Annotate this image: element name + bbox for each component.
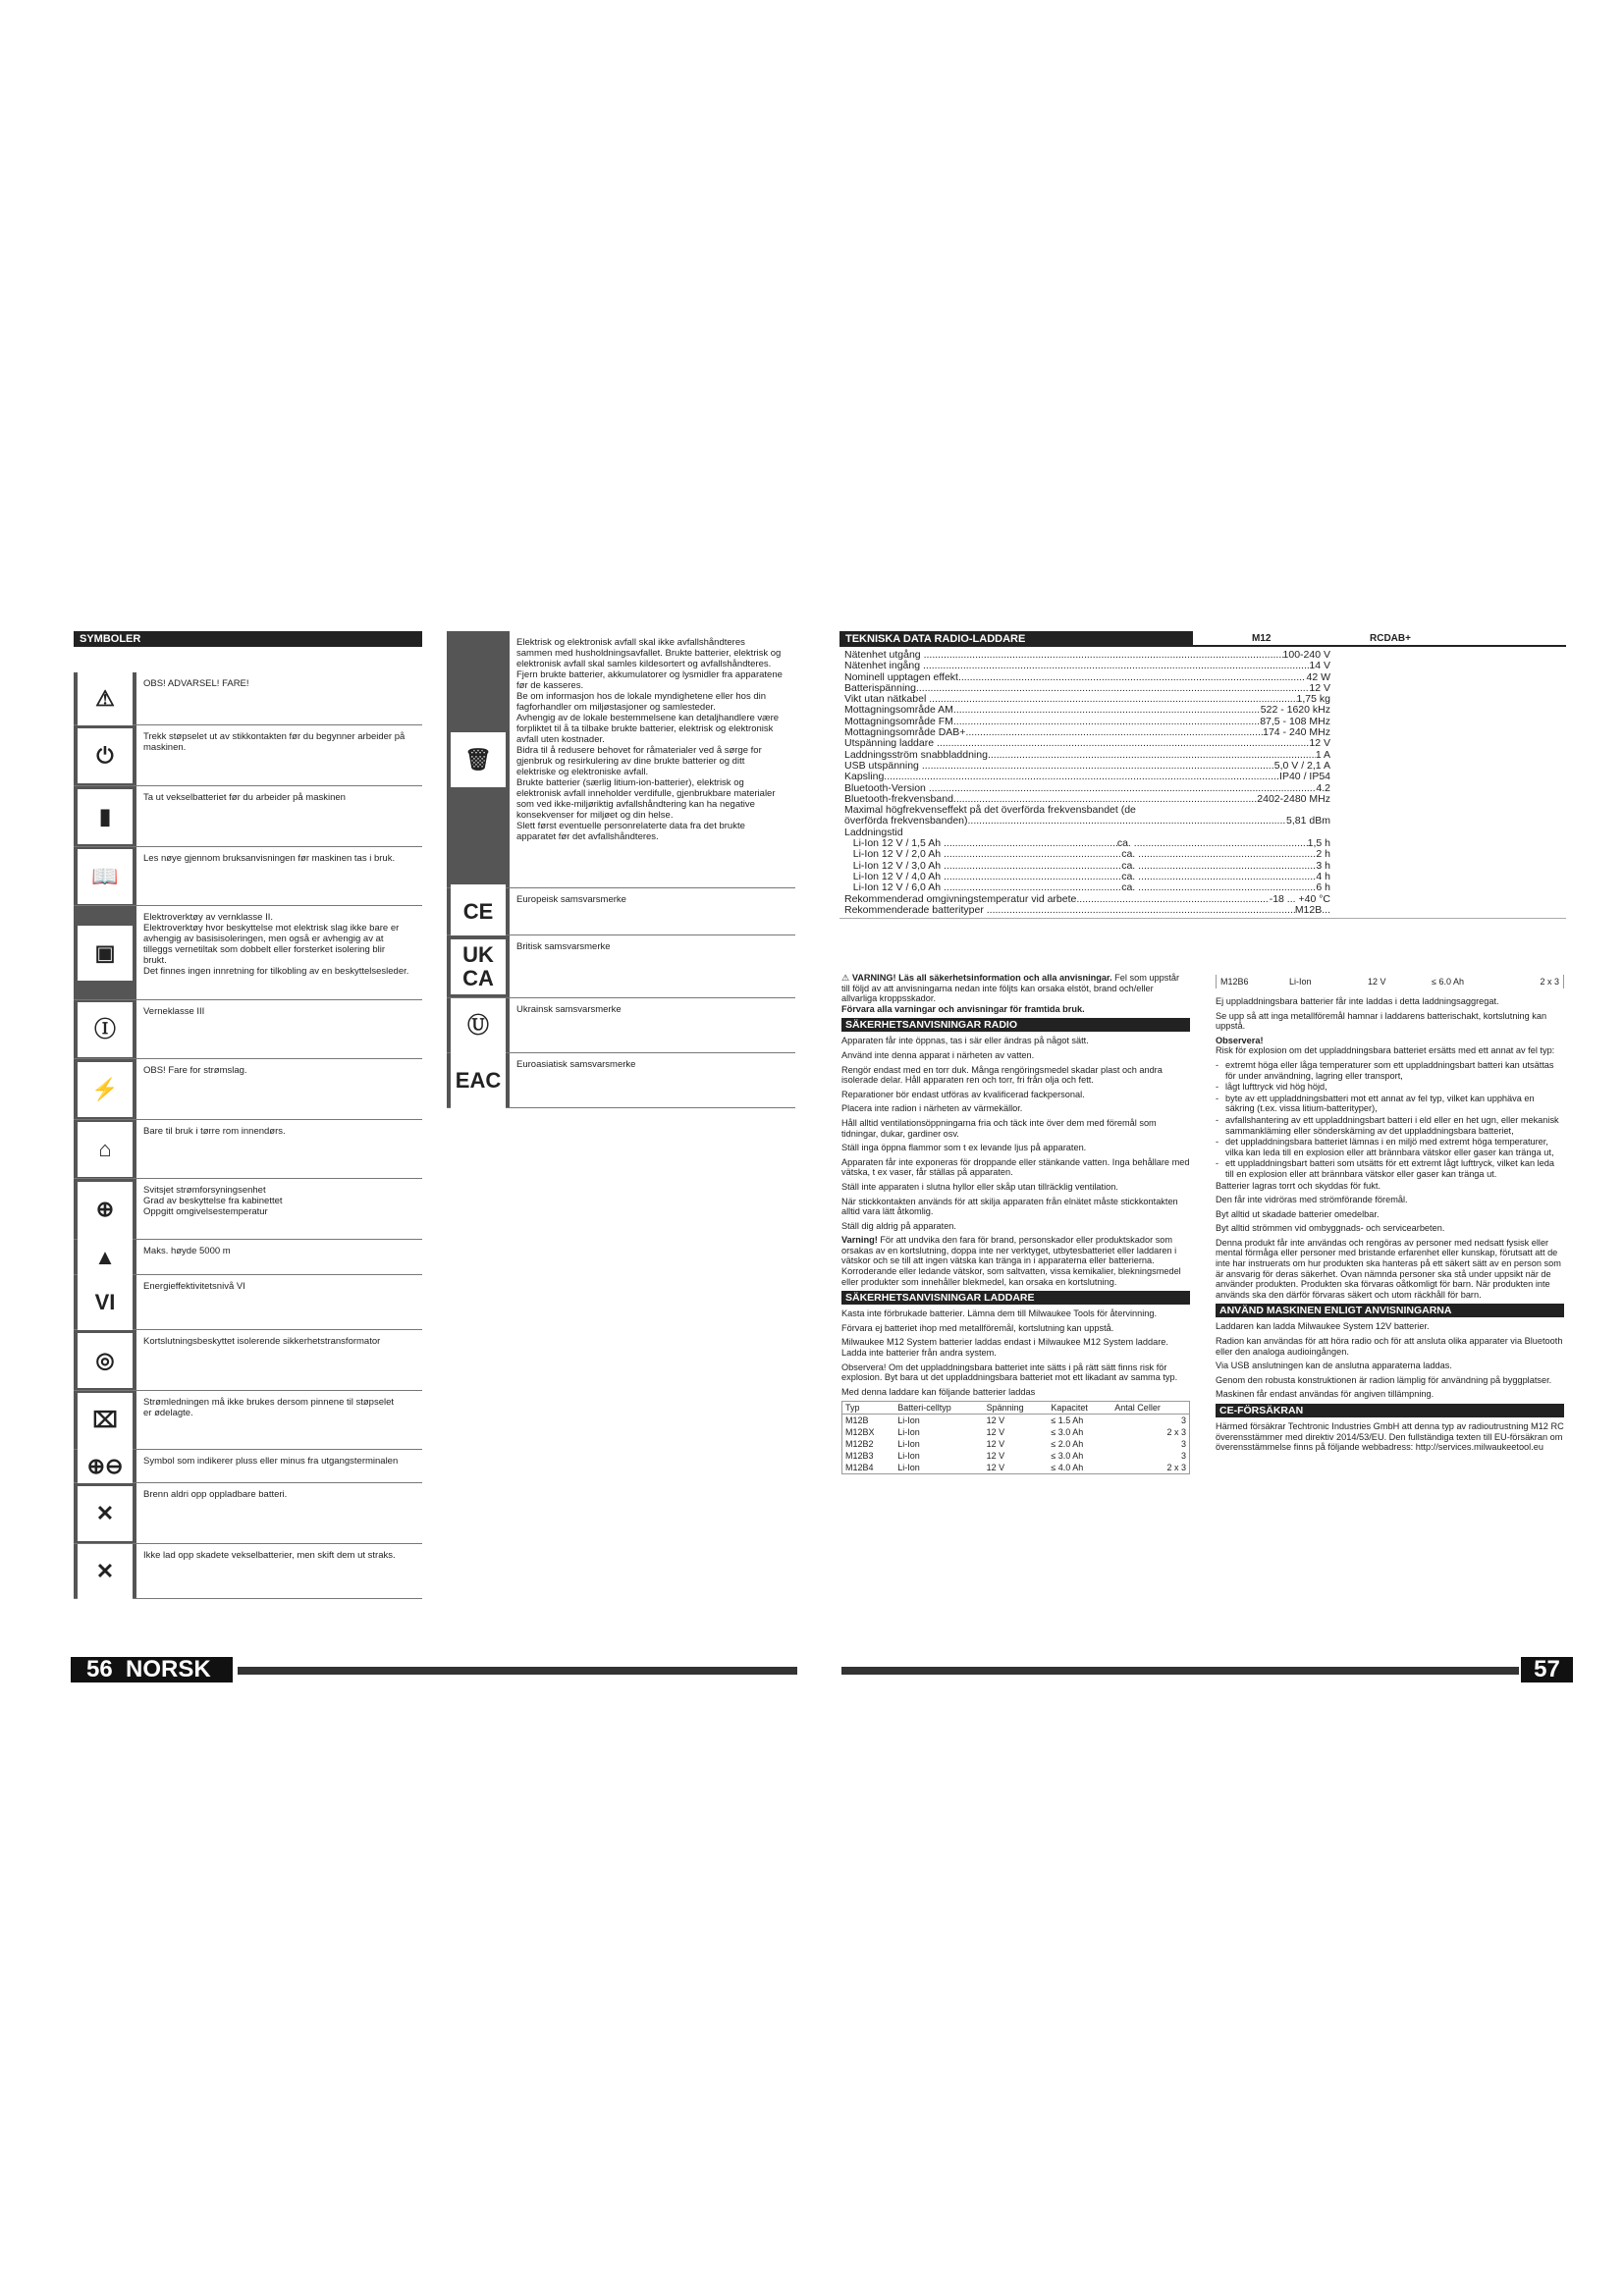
paragraph: Laddaren kan ladda Milwaukee System 12V batterier. bbox=[1216, 1321, 1430, 1332]
left-footer bbox=[71, 1657, 797, 1682]
symbol-row bbox=[74, 1000, 422, 1059]
symbol-text: Verneklasse III bbox=[143, 1006, 205, 1017]
ukca-mark-icon: UK CA bbox=[451, 939, 506, 994]
symbol-icon-cell bbox=[447, 631, 511, 887]
tech-col-rcdab: RCDAB+ bbox=[1370, 633, 1411, 644]
symbol-icon-cell bbox=[74, 1059, 137, 1119]
leader-dots bbox=[884, 772, 1279, 782]
symbol-icon-cell bbox=[74, 847, 137, 905]
symbol-text: Svitsjet strømforsyningsenhet Grad av beskyttelse fra kabinettet Oppgitt omgivelsestemperatur bbox=[143, 1185, 283, 1217]
table-cell: ≤ 2.0 Ah bbox=[1051, 1439, 1084, 1450]
spec-approx: ca. bbox=[1121, 848, 1139, 861]
metal-objects-note: Se upp så att inga metallföremål hamnar i laddarens batterischakt, kortslutning kan uppstå. bbox=[1216, 1010, 1547, 1032]
leader-dots bbox=[923, 661, 1309, 671]
table-row bbox=[842, 1438, 1190, 1450]
spec-value: 42 W bbox=[1306, 670, 1330, 683]
battery-table-continued bbox=[1216, 975, 1564, 988]
leader-dots bbox=[929, 694, 1296, 705]
right-left-column bbox=[841, 973, 1190, 1474]
bullet-item bbox=[1216, 1115, 1564, 1136]
spec-value: 1 A bbox=[1315, 748, 1330, 761]
leader-dots bbox=[988, 750, 1316, 761]
symbol-row bbox=[74, 1450, 422, 1483]
table-cell: M12B3 bbox=[845, 1451, 874, 1462]
table-header-row bbox=[842, 1402, 1190, 1415]
bullet-text: extremt höga eller låga temperaturer som ett uppladdningsbart batteri kan utsättas för under användning, lagring eller transport, bbox=[1225, 1059, 1554, 1081]
symbol-icon-cell bbox=[74, 1330, 137, 1390]
table-cell: 12 V bbox=[986, 1427, 1005, 1438]
persons-note: Denna produkt får inte användas och rengöras av personer med nedsatt fysisk eller mental förmåga eller personer med bristande erfarenhet eller kunskap, förutsatt att de inte har instruerats om hur produkten ska hanteras på ett säkert sätt av en person som är ansvarig för deras säkerhet. Ovan nämnda personer ska stå under uppsikt när de använder produkten. Produkten ska förvaras oåtkomligt för barn. När produkten inte används ska den därför förvaras säkert och utom räckhåll för barn. bbox=[1216, 1237, 1561, 1300]
table-cell: ≤ 3.0 Ah bbox=[1051, 1427, 1084, 1438]
symbol-text: Elektroverktøy av vernklasse II. Elektroverktøy hvor beskyttelse mot elektrisk slag ikke bare er avhengig av basisisoleringen, men også er avhengig av at tilleggs vernetiltak som dobbelt eller forsterket isolering blir brukt. Det finnes ingen innretning for tilkobling av en beskyttelsesleder. bbox=[143, 912, 409, 977]
spec-value: 2402-2480 MHz bbox=[1257, 792, 1330, 805]
symbol-row bbox=[447, 998, 795, 1053]
symbols-header bbox=[74, 631, 422, 647]
symbol-row bbox=[447, 935, 795, 998]
paragraph: Ställ dig aldrig på apparaten. bbox=[841, 1220, 956, 1231]
spec-row bbox=[844, 816, 1330, 827]
spec-label: Mottagningsområde FM bbox=[844, 715, 953, 727]
no-charge-damaged-battery-icon: ✕ bbox=[78, 1544, 133, 1599]
ce-title: CE-FÖRSÄKRAN bbox=[1216, 1404, 1564, 1417]
symbol-text: Elektrisk og elektronisk avfall skal ikke avfallshåndteres sammen med husholdningsavfallet. Brukte batterier, elektrisk og elektronisk avfall skal samles kildesortert og avfallshåndteres. Fjern brukte batterier, akkumulatorer og lysmidler fra apparatene før de kasseres. Be om informasjon hos de lokale myndighetene eller hos din fagforhandler om miljøstasjoner og samlesteder. Avhengig av de lokale bestemmelsene kan detaljhandlere være forpliktet til å ta tilbake brukte batterier, elektrisk og elektronisk avfall uten kostnader. Bidra til å redusere behovet for råmaterialer ved å sørge for gjenbruk og resirkulering av dine brukte batterier og ditt elektriske og elektroniske avfall. Brukte batterier (særlig litium-ion-batterier), elektrisk og elektronisk avfall inneholder verdifulle, gjenbrukbare materialer som ved ikke-miljøriktig avfallshåndtering kan ha negative konsekvenser for miljøet og din helse. Slett først eventuelle personrelaterte data fra det brukte apparatet før det avfallshåndteres. bbox=[516, 637, 783, 842]
electric-shock-icon: ⚡ bbox=[78, 1062, 133, 1117]
symbol-text: Maks. høyde 5000 m bbox=[143, 1246, 231, 1256]
symbol-row bbox=[74, 1240, 422, 1275]
warning-icon: ⚠ bbox=[841, 973, 850, 983]
spec-approx: ca. bbox=[1121, 881, 1139, 894]
bullet-text: det uppladdningsbara batteriet lämnas i en miljö med extremt höga temperaturer, vilka kan leda till en explosion eller att brännbara vätskor eller gaser kan tränga ut, bbox=[1225, 1137, 1554, 1157]
leader-dots bbox=[953, 717, 1260, 727]
leader-dots bbox=[958, 672, 1307, 683]
symbol-icon-cell bbox=[74, 786, 137, 846]
spec-value: 2 h bbox=[1316, 848, 1330, 861]
table-cell: M12B2 bbox=[845, 1439, 874, 1450]
spec-row bbox=[844, 738, 1330, 749]
radio-warning bbox=[841, 1235, 1190, 1287]
symbol-icon-cell bbox=[447, 1053, 511, 1107]
obs-title bbox=[1216, 1036, 1564, 1046]
spec-value: -18 ... +40 °C bbox=[1269, 892, 1330, 905]
symbol-list-right bbox=[447, 631, 795, 1108]
leader-dots bbox=[1138, 882, 1316, 893]
spec-value: M12B... bbox=[1294, 903, 1330, 916]
table-cell: 2 x 3 bbox=[1166, 1427, 1186, 1438]
table-cell: 2 x 3 bbox=[1166, 1463, 1186, 1473]
symbol-icon-cell bbox=[74, 1450, 137, 1482]
spec-row bbox=[844, 849, 1330, 860]
radio-safety-paragraphs bbox=[841, 1036, 1190, 1231]
ce-text: Härmed försäkrar Techtronic Industries GmbH att denna typ av radioutrustning M12 RC överensstämmer med direktiv 2014/53/EU. Den fullständiga texten till EU-försäkran om överensstämmelse finns på följande webbadress: http://services.milwaukeetool.eu bbox=[1216, 1421, 1564, 1453]
b6-cell: Li-Ion bbox=[1289, 977, 1312, 987]
spec-label: Mottagningsområde DAB+ bbox=[844, 726, 966, 739]
charger-safety-title: SÄKERHETSANVISNINGAR LADDARE bbox=[841, 1291, 1190, 1305]
paragraph: Apparaten får inte öppnas, tas i sär eller ändras på något sätt. bbox=[841, 1036, 1089, 1046]
paragraph: Håll alltid ventilationsöppningarna fria och täck inte över dem med föremål som tidningar, dukar, gardiner osv. bbox=[841, 1117, 1157, 1139]
bullet-item bbox=[1216, 1060, 1564, 1081]
section-title: SYMBOLER bbox=[74, 631, 422, 647]
paragraph: Genom den robusta konstruktionen är radion lämplig för användning på byggplatser. bbox=[1216, 1374, 1552, 1385]
spec-label: överförda frekvensbanden) bbox=[844, 815, 968, 828]
symbol-text: Symbol som indikerer pluss eller minus fra utgangsterminalen bbox=[143, 1456, 399, 1467]
symbol-row bbox=[74, 1544, 422, 1599]
symbol-text: Britisk samsvarsmerke bbox=[516, 941, 611, 952]
symbol-icon-cell bbox=[447, 888, 511, 934]
spec-label: Maximal högfrekvenseffekt på det överförda frekvensbandet (de bbox=[844, 804, 1136, 817]
symbol-icon-cell bbox=[447, 998, 511, 1052]
leader-dots bbox=[1138, 861, 1316, 872]
spec-label: Rekommenderad omgivningstemperatur vid arbete bbox=[844, 892, 1077, 905]
symbol-icon-cell bbox=[74, 906, 137, 999]
bullet-item bbox=[1216, 1158, 1564, 1179]
b6-cap: ≤ 6.0 Ah bbox=[1432, 977, 1464, 987]
spec-label: Li-Ion 12 V / 1,5 Ah bbox=[844, 837, 944, 850]
symbol-text: Strømledningen må ikke brukes dersom pinnene til støpselet er ødelagte. bbox=[143, 1397, 395, 1418]
spec-approx: ca. bbox=[1116, 837, 1134, 850]
spec-label: Rekommenderade batterityper bbox=[844, 903, 987, 916]
spec-row bbox=[844, 905, 1330, 916]
spec-value: 4.2 bbox=[1316, 781, 1330, 794]
spec-approx: ca. bbox=[1121, 870, 1139, 882]
bullet-dash: - bbox=[1216, 1082, 1219, 1093]
paragraph: Radion kan användas för att höra radio och för att ansluta olika apparater via Bluetooth eller den analoga audioingången. bbox=[1216, 1336, 1563, 1357]
bullet-dash: - bbox=[1216, 1059, 1219, 1070]
symbol-icon-cell bbox=[74, 1275, 137, 1329]
page-footer-label bbox=[71, 1657, 233, 1682]
spec-label: Laddningsström snabbladdning bbox=[844, 748, 988, 761]
table-header: Kapacitet bbox=[1048, 1402, 1111, 1415]
bullet-item bbox=[1216, 1094, 1564, 1114]
left-page bbox=[74, 631, 800, 1691]
warning-keep: Förvara alla varningar och anvisningar för framtida bruk. bbox=[841, 1003, 1085, 1014]
bullet-text: avfallshantering av ett uppladdningsbart batteri i eld eller en het ugn, eller mekanisk sammankläming eller sönderskärning av det uppladdningsbara batteriet, bbox=[1225, 1114, 1559, 1136]
paragraph: Observera! Om det uppladdningsbara batteriet inte sätts i på rätt sätt finns risk för explosion. Byt bara ut det uppladdningsbara batteriet mot ett likadant av samma typ. bbox=[841, 1362, 1178, 1383]
class-2-icon: ▣ bbox=[78, 926, 133, 981]
leader-dots bbox=[944, 861, 1121, 872]
paragraph: Ställ inga öppna flammor som t ex levande ljus på apparaten. bbox=[841, 1143, 1087, 1153]
divider bbox=[839, 918, 1566, 919]
table-header: Typ bbox=[842, 1402, 895, 1415]
spec-label: Li-Ion 12 V / 2,0 Ah bbox=[844, 848, 944, 861]
radio-warning-text: För att undvika den fara för brand, personskador eller produktskador som orsakas av en kortslutning, doppa inte ner verktyget, utbytesbatteriet eller laddaren i vätskor och se till att ingen vätska kan tränga in i apparaterna eller batterierna. Korroderande eller ledande vätskor, som saltvatten, vissa kemikalier, blekningsmedel eller produkter som innehåller blekmedel, kan orsaka en kortslutning. bbox=[841, 1235, 1181, 1287]
tech-col-m12: M12 bbox=[1252, 633, 1272, 644]
use-title: ANVÄND MASKINEN ENLIGT ANVISNINGARNA bbox=[1216, 1304, 1564, 1317]
table-cell: 3 bbox=[1180, 1415, 1186, 1426]
symbol-text: Euroasiatisk samsvarsmerke bbox=[516, 1059, 636, 1070]
table-header: Antal Celler bbox=[1111, 1402, 1189, 1415]
table-cell: 12 V bbox=[986, 1463, 1005, 1473]
replace-note: Byt alltid ut skadade batterier omedelbar. bbox=[1216, 1208, 1380, 1219]
leader-dots bbox=[924, 650, 1283, 661]
radio-safety-title: SÄKERHETSANVISNINGAR RADIO bbox=[841, 1018, 1190, 1032]
spec-label: Batterispänning bbox=[844, 681, 916, 694]
spec-value: 5,0 V / 2,1 A bbox=[1273, 759, 1330, 772]
symbol-icon-cell bbox=[74, 672, 137, 724]
indoor-house-icon: ⌂ bbox=[78, 1122, 133, 1177]
spec-value: 6 h bbox=[1316, 881, 1330, 894]
bullet-item bbox=[1216, 1137, 1564, 1157]
table-cell: 12 V bbox=[986, 1439, 1005, 1450]
ce-mark-icon: CE bbox=[451, 884, 506, 939]
spec-value: 87,5 - 108 MHz bbox=[1260, 715, 1330, 727]
language-label: NORSK bbox=[126, 1656, 211, 1682]
symbol-row bbox=[447, 888, 795, 935]
no-burn-battery-icon: ✕ bbox=[78, 1486, 133, 1541]
b6-volt: 12 V bbox=[1368, 977, 1386, 987]
symbol-icon-cell bbox=[74, 1120, 137, 1178]
paragraph: Placera inte radion i närheten av värmekällor. bbox=[841, 1103, 1023, 1114]
symbol-row bbox=[74, 725, 422, 786]
safety-transformer-icon: ◎ bbox=[78, 1333, 133, 1388]
symbol-text: Kortslutningsbeskyttet isolerende sikkerhetstransformator bbox=[143, 1336, 381, 1347]
spec-label: Li-Ion 12 V / 6,0 Ah bbox=[844, 881, 944, 894]
symbol-row bbox=[447, 631, 795, 888]
leader-dots bbox=[1076, 894, 1269, 905]
b6-type: M12B6 bbox=[1220, 977, 1249, 987]
symbol-text: Energieffektivitetsnivå VI bbox=[143, 1281, 245, 1292]
symbol-row bbox=[74, 672, 422, 725]
table-cell: ≤ 4.0 Ah bbox=[1051, 1463, 1084, 1473]
leader-dots bbox=[1134, 838, 1308, 849]
table-cell: M12B bbox=[845, 1415, 869, 1426]
symbol-text: OBS! Fare for strømslag. bbox=[143, 1065, 247, 1076]
spec-value: 100-240 V bbox=[1282, 649, 1330, 661]
table-cell: Li-Ion bbox=[897, 1463, 920, 1473]
spec-label: Bluetooth-Version bbox=[844, 781, 929, 794]
paragraph: Apparaten får inte exponeras för droppande eller stänkande vatten. Inga behållare med vätska, t ex vaser, får ställas på apparaten. bbox=[841, 1156, 1190, 1178]
symbol-list bbox=[74, 672, 422, 1599]
paragraph: Kasta inte förbrukade batterier. Lämna dem till Milwaukee Tools för återvinning. bbox=[841, 1308, 1158, 1319]
bullet-dash: - bbox=[1216, 1137, 1219, 1148]
spec-row bbox=[844, 672, 1330, 683]
spec-value: IP40 / IP54 bbox=[1279, 771, 1330, 783]
footer-bar bbox=[841, 1667, 1519, 1675]
leader-dots bbox=[944, 872, 1121, 882]
spec-label: Li-Ion 12 V / 3,0 Ah bbox=[844, 859, 944, 872]
symbol-row bbox=[74, 847, 422, 906]
paragraph: Ställ inte apparaten i slutna hyllor eller skåp utan tillräcklig ventilation. bbox=[841, 1181, 1118, 1192]
table-cell: 3 bbox=[1180, 1439, 1186, 1450]
leader-dots bbox=[987, 905, 1295, 916]
spec-value: 522 - 1620 kHz bbox=[1260, 704, 1330, 717]
table-cell: Li-Ion bbox=[897, 1451, 920, 1462]
warning-block bbox=[841, 973, 1190, 1014]
warning-title: VARNING! Läs all säkerhetsinformation och alla anvisningar. bbox=[851, 973, 1112, 983]
spec-value: 12 V bbox=[1309, 737, 1330, 750]
remove-battery-icon: ▮ bbox=[78, 789, 133, 844]
spec-value: 174 - 240 MHz bbox=[1263, 726, 1330, 739]
bullet-dash: - bbox=[1216, 1093, 1219, 1103]
symbol-icon-cell bbox=[74, 1483, 137, 1543]
table-cell: M12B4 bbox=[845, 1463, 874, 1473]
leader-dots bbox=[944, 838, 1117, 849]
leader-dots bbox=[965, 727, 1263, 738]
table-cell: ≤ 3.0 Ah bbox=[1051, 1451, 1084, 1462]
table-row bbox=[842, 1415, 1190, 1427]
spec-value: 5,81 dBm bbox=[1286, 815, 1330, 828]
eac-mark-icon: EAC bbox=[451, 1053, 506, 1108]
spec-label: Li-Ion 12 V / 4,0 Ah bbox=[844, 870, 944, 882]
table-cell: M12BX bbox=[845, 1427, 875, 1438]
paragraph: Med denna laddare kan följande batterier laddas bbox=[841, 1386, 1036, 1397]
table-header: Batteri-celltyp bbox=[894, 1402, 983, 1415]
symbol-icon-cell bbox=[74, 725, 137, 785]
symbol-row bbox=[74, 1059, 422, 1120]
table-cell: 3 bbox=[1180, 1451, 1186, 1462]
spec-label: Nätenhet utgång bbox=[844, 649, 924, 661]
class-3-icon: Ⓘ bbox=[78, 1002, 133, 1057]
right-footer bbox=[841, 1657, 1573, 1682]
paragraph: Maskinen får endast användas för angiven tillämpning. bbox=[1216, 1389, 1435, 1400]
footer-bar bbox=[238, 1667, 797, 1675]
table-cell: 12 V bbox=[986, 1415, 1005, 1426]
symbol-row bbox=[447, 1053, 795, 1108]
leader-dots bbox=[953, 705, 1261, 716]
obs-text: Risk för explosion om det uppladdningsbara batteriet ersätts med ett annat av fel typ: bbox=[1216, 1045, 1555, 1056]
spec-row bbox=[844, 772, 1330, 782]
contact-note: Den får inte vidröras med strömförande föremål. bbox=[1216, 1195, 1408, 1205]
spec-label: Vikt utan nätkabel bbox=[844, 693, 930, 706]
symbol-text: Les nøye gjennom bruksanvisningen før maskinen tas i bruk. bbox=[143, 853, 396, 864]
bullet-text: byte av ett uppladdningsbatteri mot ett annat av fel typ, vilket kan upphäva en säkring (t.ex. vissa litium-batterityper), bbox=[1225, 1093, 1535, 1114]
radio-warning-bold: Varning! bbox=[841, 1235, 878, 1246]
non-rechargeable-note: Ej uppladdningsbara batterier får inte laddas i detta laddningsaggregat. bbox=[1216, 996, 1499, 1006]
symbol-row bbox=[74, 786, 422, 847]
spec-label: Mottagningsområde AM bbox=[844, 704, 953, 717]
warning-body: Fel som uppstår till följd av att anvisningarna nedan inte följts kan orsaka elstöt, brand och/eller allvarliga kroppsskador. bbox=[841, 973, 1180, 1004]
obs-title-text: Observera! bbox=[1216, 1035, 1264, 1045]
spec-label: Bluetooth-frekvensband bbox=[844, 792, 953, 805]
leader-dots bbox=[916, 683, 1309, 694]
manual-book-icon: 📖 bbox=[78, 849, 133, 904]
paragraph: Milwaukee M12 System batterier laddas endast i Milwaukee M12 System laddare. Ladda inte batterier från andra system. bbox=[841, 1337, 1168, 1359]
spec-value: 4 h bbox=[1316, 870, 1330, 882]
spec-label: Nätenhet ingång bbox=[844, 660, 923, 672]
symbol-text: Bare til bruk i tørre rom innendørs. bbox=[143, 1126, 286, 1137]
table-row bbox=[842, 1426, 1190, 1438]
bullet-text: ett uppladdningsbart batteri som utsätts för ett extremt lågt lufttryck, vilket kan leda till en explosion eller att brännbara vätskor eller gaser kan tränga ut. bbox=[1225, 1158, 1554, 1179]
polarity-icon: ⊕⊖ bbox=[78, 1439, 133, 1494]
page-number: 56 bbox=[86, 1656, 113, 1682]
spec-label: USB utspänning bbox=[844, 759, 922, 772]
leader-dots bbox=[944, 849, 1121, 860]
spec-approx: ca. bbox=[1121, 859, 1139, 872]
spec-value: 14 V bbox=[1309, 660, 1330, 672]
symbol-text: Trekk støpselet ut av stikkontakten før du begynner arbeider på maskinen. bbox=[143, 731, 406, 753]
right-right-column bbox=[1216, 975, 1564, 1457]
spec-row bbox=[844, 882, 1330, 893]
spec-value: 1,75 kg bbox=[1296, 693, 1330, 706]
symbol-text: Ta ut vekselbatteriet før du arbeider på maskinen bbox=[143, 792, 346, 803]
paragraph: Förvara ej batteriet ihop med metallföremål, kortslutning kan uppstå. bbox=[841, 1322, 1114, 1333]
spec-label: Nominell upptagen effekt bbox=[844, 670, 958, 683]
storage-note: Batterier lagras torrt och skyddas för fukt. bbox=[1216, 1180, 1380, 1191]
spec-row bbox=[844, 761, 1330, 772]
use-paragraphs bbox=[1216, 1321, 1564, 1400]
bullet-dash: - bbox=[1216, 1158, 1219, 1169]
leader-dots bbox=[944, 882, 1121, 893]
spec-label: Kapsling bbox=[844, 771, 885, 783]
bullet-item bbox=[1216, 1082, 1564, 1093]
spec-value: 1,5 h bbox=[1307, 837, 1330, 850]
bullet-dash: - bbox=[1216, 1114, 1219, 1125]
symbol-icon-cell bbox=[74, 1000, 137, 1058]
paragraph: När stickkontakten används för att skilja apparaten från elnätet måste stickkontakten alltid vara lätt åtkomlig. bbox=[841, 1196, 1178, 1217]
table-header: Spänning bbox=[984, 1402, 1049, 1415]
symbol-text: Brenn aldri opp oppladbare batteri. bbox=[143, 1489, 288, 1500]
symbol-text: Ikke lad opp skadete vekselbatterier, men skift dem ut straks. bbox=[143, 1550, 396, 1561]
table-cell: 12 V bbox=[986, 1451, 1005, 1462]
paragraph: Rengör endast med en torr duk. Många rengöringsmedel skadar plast och andra isolerade delar. Håll apparaten ren och torr, fri från olja och fett. bbox=[841, 1064, 1163, 1086]
spec-label: Laddningstid bbox=[844, 826, 903, 838]
warning-triangle-icon: ⚠ bbox=[78, 671, 133, 726]
symbol-row bbox=[74, 1330, 422, 1391]
spec-value: 3 h bbox=[1316, 859, 1330, 872]
ua-mark-icon: Ⓤ bbox=[451, 998, 506, 1053]
right-page bbox=[839, 631, 1571, 1691]
table-cell: Li-Ion bbox=[897, 1439, 920, 1450]
paragraph: Reparationer bör endast utföras av kvalificerad fackpersonal. bbox=[841, 1089, 1085, 1099]
page-number: 57 bbox=[1521, 1657, 1573, 1682]
symbol-icon-cell bbox=[74, 1240, 137, 1274]
service-note: Byt alltid strömmen vid ombyggnads- och servicearbeten. bbox=[1216, 1223, 1445, 1234]
table-row bbox=[842, 1462, 1190, 1474]
symbol-text: Europeisk samsvarsmerke bbox=[516, 894, 626, 905]
spec-label: Utspänning laddare bbox=[844, 737, 937, 750]
symbol-text: Ukrainsk samsvarsmerke bbox=[516, 1004, 622, 1015]
paragraph: Använd inte denna apparat i närheten av vatten. bbox=[841, 1049, 1035, 1060]
symbol-row bbox=[74, 1120, 422, 1179]
tech-data-title: TEKNISKA DATA RADIO-LADDARE bbox=[839, 631, 1193, 647]
leader-dots bbox=[922, 761, 1274, 772]
table-row bbox=[842, 1450, 1190, 1462]
leader-dots bbox=[1138, 849, 1316, 860]
altitude-icon: ▲ bbox=[78, 1230, 133, 1285]
symbol-row bbox=[74, 1483, 422, 1544]
tech-data-header bbox=[839, 631, 1566, 647]
bullet-text: lågt lufttryck vid hög höjd, bbox=[1225, 1082, 1327, 1093]
table-cell: Li-Ion bbox=[897, 1415, 920, 1426]
charger-safety-paragraphs bbox=[841, 1308, 1190, 1397]
symbol-icon-cell bbox=[74, 1544, 137, 1598]
b6-cells: 2 x 3 bbox=[1540, 977, 1559, 987]
leader-dots bbox=[937, 738, 1309, 749]
symbol-row bbox=[74, 906, 422, 1000]
spec-value: 12 V bbox=[1309, 681, 1330, 694]
unplug-icon: ⏻ bbox=[78, 728, 133, 783]
table-cell: ≤ 1.5 Ah bbox=[1051, 1415, 1084, 1426]
leader-dots bbox=[1138, 872, 1316, 882]
symbol-row bbox=[74, 1275, 422, 1330]
table-cell: Li-Ion bbox=[897, 1427, 920, 1438]
battery-table bbox=[841, 1401, 1190, 1474]
explosion-risk-list bbox=[1216, 1060, 1564, 1180]
weee-bin-icon: 🗑 bbox=[451, 732, 506, 787]
switched-power-supply-icon: ⊕ bbox=[78, 1182, 133, 1237]
symbol-icon-cell bbox=[447, 935, 511, 997]
symbol-text: OBS! ADVARSEL! FARE! bbox=[143, 678, 249, 689]
damaged-plug-icon: ⌧ bbox=[78, 1393, 133, 1448]
spec-row bbox=[844, 661, 1330, 671]
paragraph: Via USB anslutningen kan de anslutna apparaterna laddas. bbox=[1216, 1361, 1452, 1371]
leader-dots bbox=[968, 816, 1287, 827]
energy-efficiency-vi-icon: VI bbox=[78, 1275, 133, 1330]
spec-list bbox=[844, 650, 1330, 916]
